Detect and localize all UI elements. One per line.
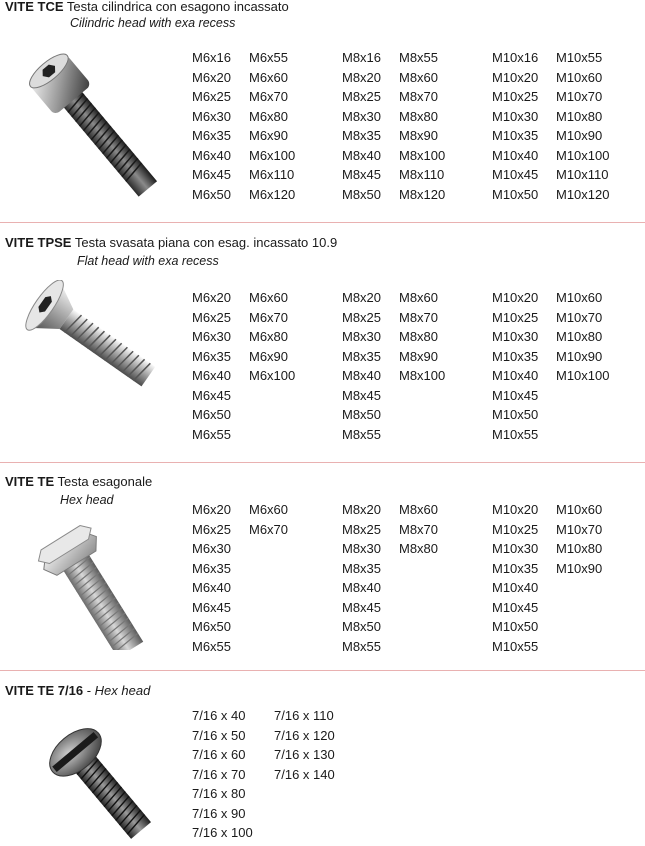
section-2-code: VITE TPSE (5, 235, 72, 250)
size-item: M10x80 (556, 108, 603, 124)
size-item: 7/16 x 120 (274, 727, 335, 743)
cylinder-head-screw-icon (18, 40, 163, 200)
section-2-title (5, 235, 337, 250)
size-item: 7/16 x 50 (192, 727, 246, 743)
size-item: M6x70 (249, 309, 289, 325)
size-item: M6x80 (249, 329, 289, 344)
size-item: M10x80 (556, 329, 603, 344)
size-item: M10x25 (492, 309, 539, 325)
section-3-column-2 (249, 500, 288, 539)
size-item: M10x50 (492, 619, 539, 634)
size-item: M10x30 (492, 541, 539, 556)
size-item: M10x20 (492, 69, 539, 85)
section-4-column-1 (192, 706, 253, 843)
size-item: M8x90 (399, 348, 439, 364)
section-1-column-1 (192, 48, 231, 204)
size-item: M6x40 (192, 368, 232, 383)
size-item: M6x90 (249, 128, 289, 143)
size-item: M6x40 (192, 147, 232, 163)
size-item: M6x60 (249, 502, 289, 517)
size-item: M6x70 (249, 89, 289, 104)
size-item: M6x50 (192, 186, 232, 202)
size-item: M10x100 (556, 147, 610, 163)
size-item: 7/16 x 60 (192, 747, 246, 762)
size-item: M8x25 (342, 309, 382, 325)
section-2-column-6 (556, 288, 609, 386)
size-item: M8x30 (342, 541, 382, 556)
size-item: M6x30 (192, 108, 232, 124)
size-item: M8x35 (342, 128, 382, 143)
size-item: M8x40 (342, 147, 382, 163)
size-item: 7/16 x 130 (274, 747, 335, 762)
size-item: M10x70 (556, 309, 603, 325)
size-item: M10x35 (492, 560, 539, 576)
section-3-description: Testa esagonale (57, 474, 153, 489)
size-item: M6x25 (192, 89, 232, 104)
size-item: M8x80 (399, 329, 439, 344)
size-item: M8x20 (342, 502, 382, 517)
size-item: M10x55 (556, 50, 603, 65)
size-item: M10x45 (492, 599, 539, 615)
hex-head-screw-icon (20, 515, 160, 650)
section-3-title (5, 474, 152, 489)
section-3-column-3 (342, 500, 381, 656)
section-3-column-4 (399, 500, 438, 559)
size-item: M8x45 (342, 167, 382, 182)
section-2-column-5 (492, 288, 538, 444)
size-item: M10x80 (556, 541, 603, 556)
size-item: M6x60 (249, 69, 289, 85)
size-item: M10x90 (556, 348, 603, 364)
size-item: M8x55 (342, 426, 382, 442)
size-item: M6x50 (192, 407, 232, 422)
size-item: 7/16 x 110 (274, 708, 334, 723)
section-1-column-2 (249, 48, 295, 204)
size-item: M6x45 (192, 167, 232, 182)
size-item: M10x120 (556, 186, 610, 202)
section-4-dash: - (86, 683, 92, 698)
size-item: M8x20 (342, 290, 382, 305)
size-item: M6x30 (192, 329, 232, 344)
size-item: M6x120 (249, 186, 296, 202)
size-item: 7/16 x 90 (192, 805, 246, 821)
size-item: M6x45 (192, 599, 232, 615)
size-item: M10x60 (556, 290, 603, 305)
size-item: 7/16 x 80 (192, 786, 246, 801)
size-item: M8x45 (342, 387, 382, 403)
section-2-column-3 (342, 288, 381, 444)
size-item: M6x20 (192, 502, 232, 517)
size-item: M8x80 (399, 541, 439, 556)
size-item: M10x90 (556, 560, 603, 576)
size-item: M6x100 (249, 147, 296, 163)
size-item: M6x45 (192, 387, 232, 403)
section-1-subtitle: Cilindric head with exa recess (70, 16, 236, 30)
size-item: M6x35 (192, 348, 232, 364)
size-item: M8x50 (342, 619, 382, 634)
section-1-column-5 (492, 48, 538, 204)
section-1-code: VITE TCE (5, 0, 64, 14)
size-item: M6x25 (192, 521, 232, 537)
size-item: M8x30 (342, 108, 382, 124)
size-item: M8x25 (342, 521, 382, 537)
section-4-column-2 (274, 706, 335, 784)
size-item: M10x100 (556, 368, 610, 383)
section-3-code: VITE TE (5, 474, 55, 489)
size-item: M6x80 (249, 108, 289, 124)
section-1-column-3 (342, 48, 381, 204)
size-item: M10x45 (492, 387, 539, 403)
size-item: M8x70 (399, 89, 439, 104)
size-item: M8x50 (342, 186, 382, 202)
size-item: M8x20 (342, 69, 382, 85)
size-item: M8x35 (342, 560, 382, 576)
size-item: M10x55 (492, 638, 539, 654)
size-item: M10x70 (556, 89, 603, 104)
size-item: M6x25 (192, 309, 232, 325)
size-item: M8x55 (399, 50, 439, 65)
size-item: M6x35 (192, 560, 232, 576)
section-3-subtitle: Hex head (60, 493, 114, 507)
size-item: M10x25 (492, 521, 539, 537)
size-item: M6x70 (249, 521, 289, 537)
size-item: M10x110 (556, 167, 609, 182)
size-item: M8x16 (342, 50, 382, 65)
size-item: M8x80 (399, 108, 439, 124)
section-1-description: Testa cilindrica con esagono incassato (66, 0, 289, 14)
size-item: M8x60 (399, 69, 439, 85)
size-item: M8x60 (399, 290, 439, 305)
size-item: M6x50 (192, 619, 232, 634)
size-item: M10x50 (492, 186, 539, 202)
size-item: M6x20 (192, 290, 232, 305)
size-item: M8x60 (399, 502, 439, 517)
size-item: M8x70 (399, 521, 439, 537)
section-4-size: 7/16 (57, 683, 84, 698)
size-item: M10x25 (492, 89, 539, 104)
size-item: M8x70 (399, 309, 439, 325)
size-item: M10x40 (492, 147, 539, 163)
size-item: M10x50 (492, 407, 539, 422)
section-1-column-6 (556, 48, 609, 204)
size-item: M10x40 (492, 368, 539, 383)
section-3-column-6 (556, 500, 602, 578)
size-item: M6x16 (192, 50, 232, 65)
size-item: M6x20 (192, 69, 232, 85)
section-divider (0, 222, 645, 223)
size-item: M10x35 (492, 128, 539, 143)
section-2-column-2 (249, 288, 295, 386)
flat-head-screw-icon (22, 280, 162, 405)
size-item: M6x40 (192, 580, 232, 595)
section-4-title (5, 683, 150, 698)
section-divider (0, 462, 645, 463)
section-3-column-5 (492, 500, 538, 656)
size-item: M6x90 (249, 348, 289, 364)
size-item: M10x60 (556, 502, 603, 517)
size-item: M6x55 (249, 50, 289, 65)
size-item: M8x30 (342, 329, 382, 344)
size-item: M10x70 (556, 521, 603, 537)
size-item: M8x40 (342, 368, 382, 383)
size-item: M10x40 (492, 580, 539, 595)
section-2-description: Testa svasata piana con esag. incassato 10.9 (74, 235, 338, 250)
size-item: M6x55 (192, 638, 232, 654)
size-item: M8x90 (399, 128, 439, 143)
size-item: M8x35 (342, 348, 382, 364)
size-item: M8x110 (399, 167, 445, 182)
size-item: 7/16 x 140 (274, 766, 335, 782)
size-item: M10x30 (492, 108, 539, 124)
size-item: M6x55 (192, 426, 232, 442)
size-item: M8x120 (399, 186, 446, 202)
section-divider (0, 670, 645, 671)
section-2-column-1 (192, 288, 231, 444)
size-item: 7/16 x 70 (192, 766, 246, 782)
size-item: M8x55 (342, 638, 382, 654)
size-item: M8x100 (399, 147, 446, 163)
size-item: M10x30 (492, 329, 539, 344)
size-item: M6x60 (249, 290, 289, 305)
size-item: M10x60 (556, 69, 603, 85)
size-item: M10x20 (492, 290, 539, 305)
section-1-column-4 (399, 48, 445, 204)
size-item: M6x30 (192, 541, 232, 556)
section-2-subtitle: Flat head with exa recess (77, 254, 219, 268)
section-3-column-1 (192, 500, 231, 656)
section-2-column-4 (399, 288, 445, 386)
size-item: M8x100 (399, 368, 446, 383)
size-item: 7/16 x 100 (192, 825, 253, 840)
size-item: M6x35 (192, 128, 232, 143)
size-item: M10x35 (492, 348, 539, 364)
size-item: M8x25 (342, 89, 382, 104)
size-item: M10x90 (556, 128, 603, 143)
size-item: M10x16 (492, 50, 539, 65)
size-item: M10x20 (492, 502, 539, 517)
size-item: M10x55 (492, 426, 539, 442)
size-item: M8x50 (342, 407, 382, 422)
size-item: M8x40 (342, 580, 382, 595)
section-1-title (5, 0, 289, 14)
size-item: 7/16 x 40 (192, 708, 246, 723)
hex-head-bolt-icon (24, 708, 164, 843)
section-4-code: VITE TE (5, 683, 55, 698)
size-item: M10x45 (492, 167, 539, 182)
size-item: M8x45 (342, 599, 382, 615)
section-4-subtitle: Hex head (94, 683, 151, 698)
size-item: M6x100 (249, 368, 296, 383)
size-item: M6x110 (249, 167, 295, 182)
